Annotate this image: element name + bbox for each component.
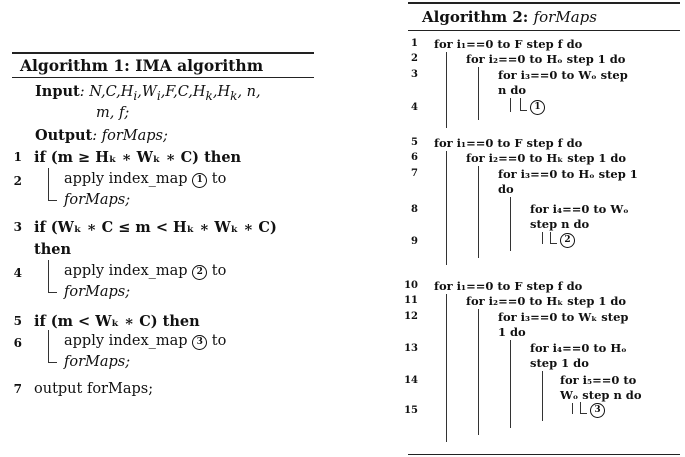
algorithm-2-title [422, 8, 597, 26]
code-line [590, 402, 605, 418]
output-line [35, 126, 168, 146]
input-sub-h: k [230, 88, 238, 103]
input-line [35, 82, 261, 106]
input-params-a: : N,C,H [79, 84, 134, 100]
code-line: forMaps; [64, 354, 131, 370]
loop-bar [510, 340, 511, 428]
line-number: 10 [404, 280, 418, 291]
input-label: Input [35, 83, 80, 100]
loop-bar [446, 294, 447, 442]
code-line: Wₒ step n do [560, 388, 642, 402]
code-line: do [498, 182, 514, 196]
code-line: for i₃==0 to Wₖ step [498, 310, 629, 324]
title-rule [408, 30, 680, 31]
output-label: Output [35, 127, 93, 144]
loop-bar [478, 309, 479, 435]
code-line: for i₃==0 to Hₒ step 1 [498, 167, 638, 181]
algorithm-1-title: Algorithm 1: IMA algorithm [20, 56, 264, 75]
apply-text: apply index_map [64, 263, 188, 279]
code-line: for i₁==0 to F step f do [434, 279, 583, 293]
code-line: step n do [530, 217, 590, 231]
code-line [560, 232, 575, 248]
code-line: output forMaps; [34, 381, 154, 397]
code-line: if (m ≥ Hₖ ∗ Wₖ ∗ C) then [34, 149, 242, 166]
circled-number-icon: 1 [192, 173, 207, 188]
code-line: forMaps; [64, 284, 131, 300]
circled-number-icon: 3 [192, 335, 207, 350]
line-number: 8 [411, 204, 418, 215]
body-hook [520, 98, 527, 111]
code-line: forMaps; [64, 192, 131, 208]
body-hook [580, 402, 587, 414]
code-line: for i₂==0 to Hₒ step 1 do [466, 52, 626, 66]
loop-bar [446, 151, 447, 265]
title-italic: forMaps [533, 8, 597, 26]
line-number: 5 [13, 314, 22, 328]
line-number: 9 [411, 236, 418, 247]
loop-bar [572, 403, 573, 414]
code-line [64, 170, 226, 189]
top-rule [408, 2, 680, 4]
line-number: 15 [404, 405, 418, 416]
code-line [64, 332, 226, 351]
loop-bar [510, 197, 511, 251]
code-line: for i₁==0 to F step f do [434, 136, 583, 150]
line-number: 1 [411, 38, 418, 49]
code-line: if (m < Wₖ ∗ C) then [34, 313, 200, 330]
code-line: for i₂==0 to Hₖ step 1 do [466, 294, 627, 308]
line-number: 2 [411, 53, 418, 64]
input-sub-f: k [205, 88, 213, 103]
apply-text: apply index_map [64, 171, 188, 187]
code-line: n do [498, 83, 527, 97]
to-text: to [207, 171, 227, 187]
code-line: 1 do [498, 325, 526, 339]
input-params-c: ,W [137, 84, 157, 100]
line-number: 13 [404, 343, 418, 354]
line-number: 6 [411, 152, 418, 163]
line-number: 7 [411, 168, 418, 179]
code-line: if (Wₖ ∗ C ≤ m < Hₖ ∗ Wₖ ∗ C) [34, 219, 277, 236]
line-number: 2 [13, 174, 22, 188]
line-number: 6 [13, 336, 22, 350]
top-rule [12, 52, 314, 54]
algorithm-1-block [12, 52, 314, 402]
apply-text: apply index_map [64, 333, 188, 349]
loop-bar [542, 232, 543, 244]
line-number: 14 [404, 375, 418, 386]
block-bracket [48, 168, 57, 201]
line-number: 3 [13, 220, 22, 234]
body-hook [550, 232, 557, 244]
circled-number-icon: 2 [192, 265, 207, 280]
loop-bar [478, 166, 479, 258]
code-line: for i₄==0 to Wₒ [530, 202, 629, 216]
circled-number-icon: 2 [560, 233, 575, 248]
title-bold: Algorithm 2: [422, 8, 529, 26]
circled-number-icon: 1 [530, 100, 545, 115]
line-number: 4 [13, 266, 22, 280]
output-text: : forMaps; [92, 128, 168, 144]
line-number: 11 [404, 295, 418, 306]
circled-number-icon: 3 [590, 403, 605, 418]
loop-bar [542, 371, 543, 421]
code-line: for i₄==0 to Hₒ [530, 341, 627, 355]
block-bracket [48, 260, 57, 293]
line-number: 5 [411, 137, 418, 148]
algorithm-2-block [404, 2, 680, 457]
block-bracket [48, 330, 57, 363]
line-number: 12 [404, 311, 418, 322]
loop-bar [446, 52, 447, 128]
code-line: step 1 do [530, 356, 589, 370]
to-text: to [207, 333, 227, 349]
loop-bar [510, 98, 511, 112]
input-params-i: , n, [237, 84, 261, 100]
code-line: for i₅==0 to [560, 373, 637, 387]
input-params-g: ,H [212, 84, 231, 100]
line-number: 3 [411, 69, 418, 80]
title-rule [12, 77, 314, 78]
input-sub-d: i [156, 88, 161, 103]
code-line: for i₁==0 to F step f do [434, 37, 583, 51]
code-line: for i₂==0 to Hₖ step 1 do [466, 151, 627, 165]
to-text: to [207, 263, 227, 279]
line-number: 7 [13, 382, 22, 396]
input-params-e: ,F,C,H [160, 84, 206, 100]
code-line [64, 262, 226, 281]
loop-bar [478, 67, 479, 120]
code-line: then [34, 241, 72, 258]
code-line: for i₃==0 to Wₒ step [498, 68, 628, 82]
input-sub-b: i [133, 88, 138, 103]
bottom-rule [408, 454, 680, 455]
line-number: 1 [13, 150, 22, 164]
input-line-2: m, f; [96, 105, 130, 121]
line-number: 4 [411, 102, 418, 113]
code-line [530, 99, 545, 115]
